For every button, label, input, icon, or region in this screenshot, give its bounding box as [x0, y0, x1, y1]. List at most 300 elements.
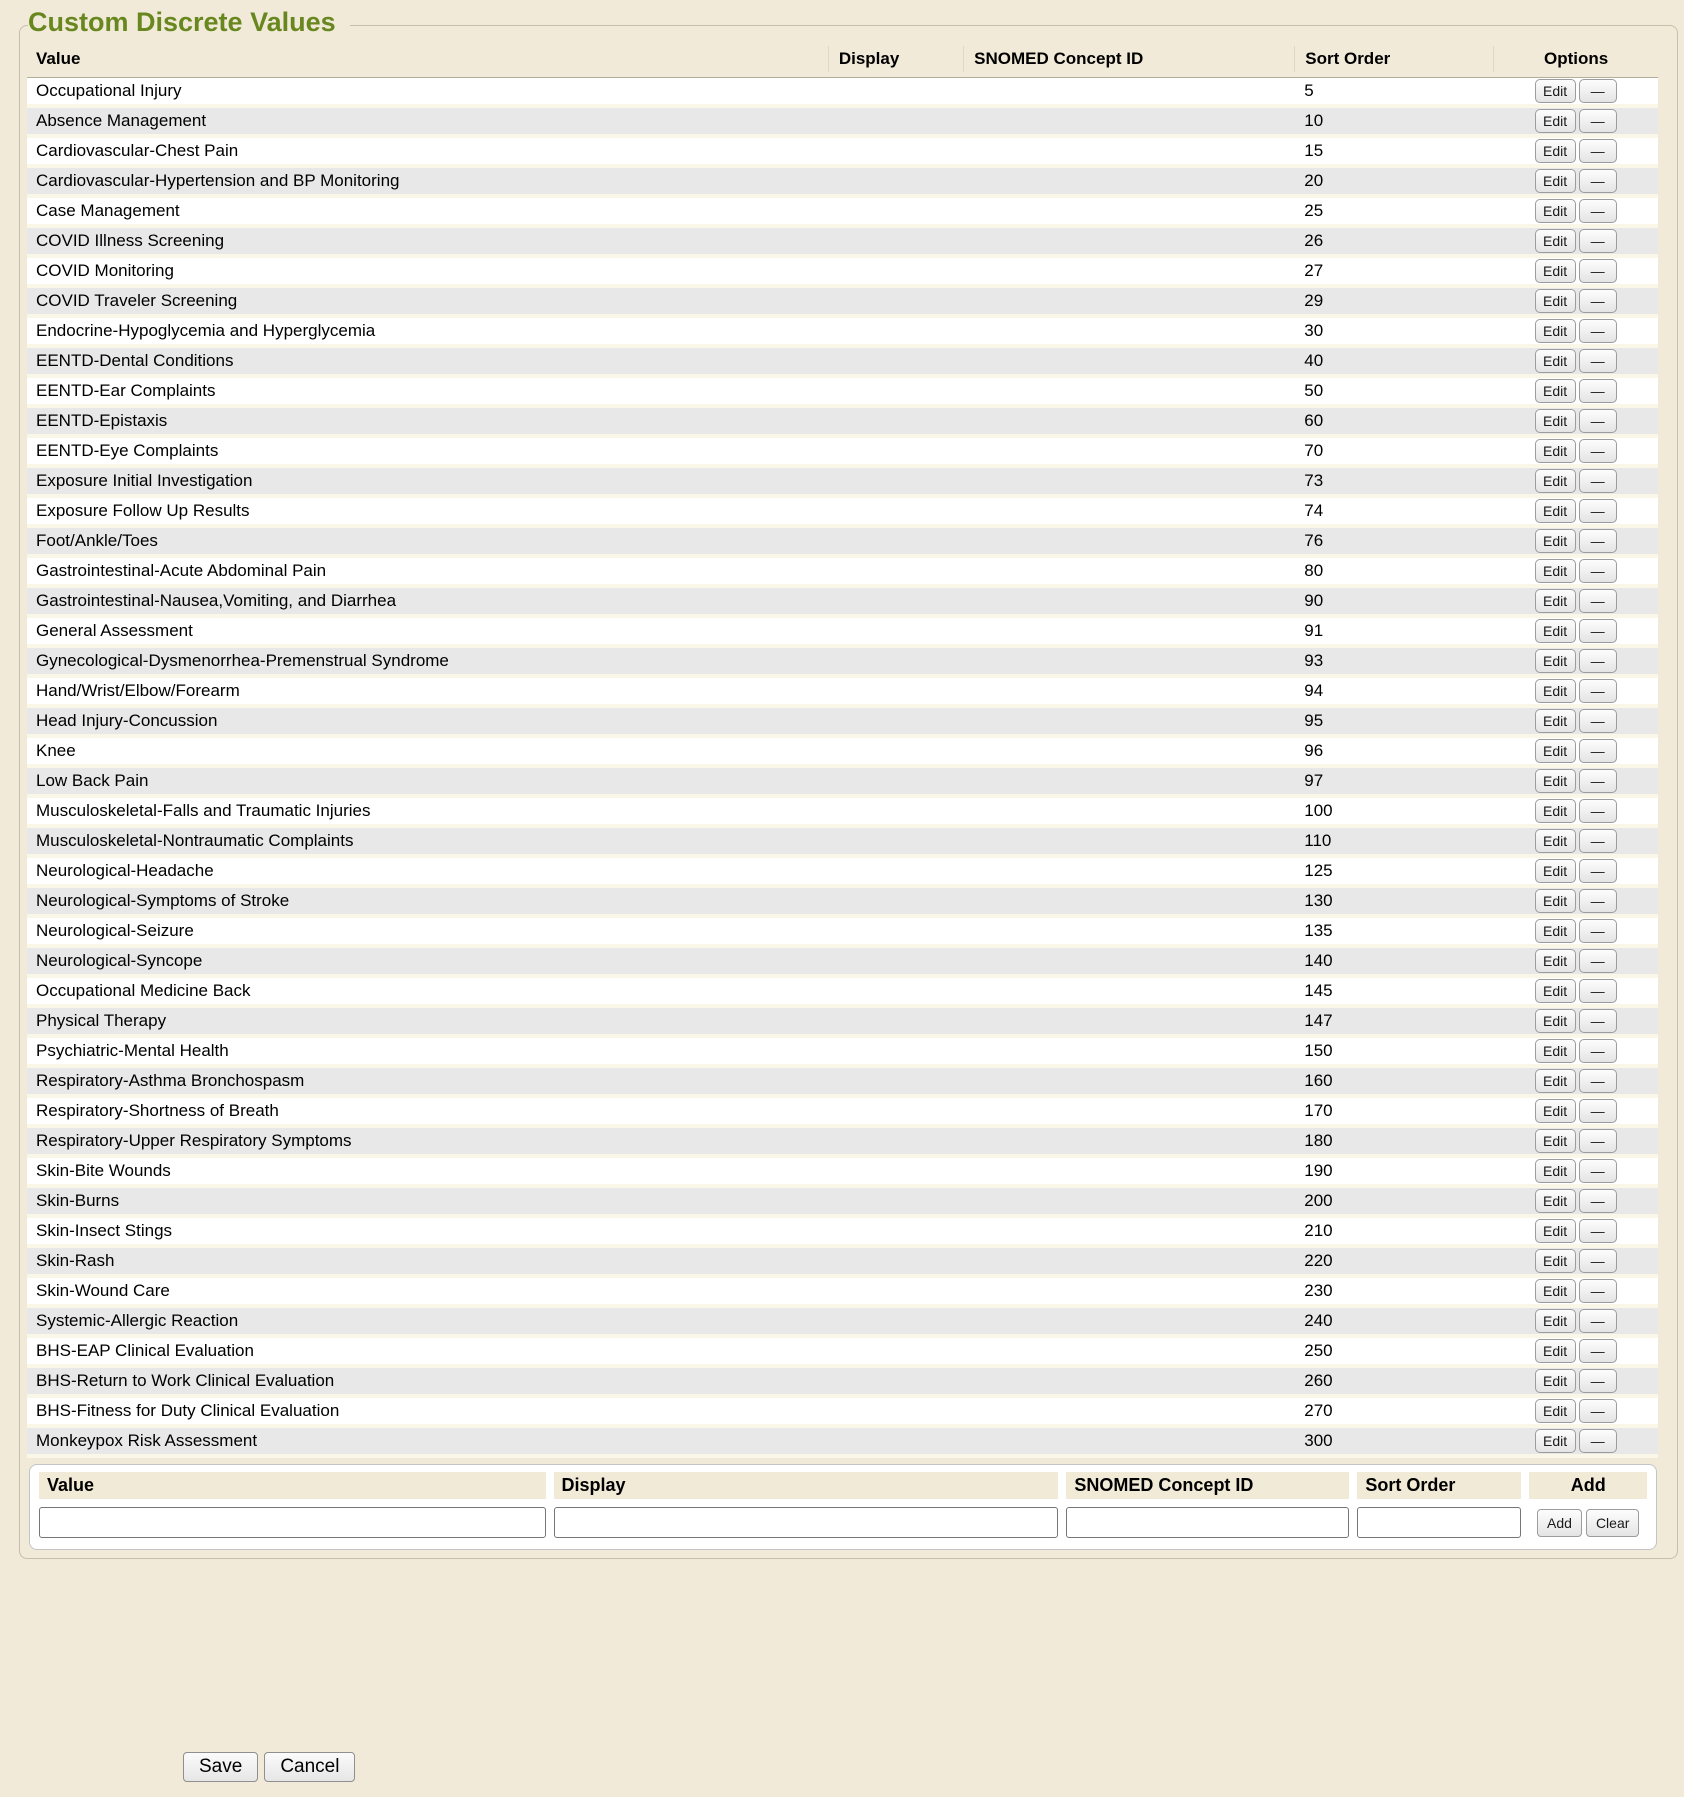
- remove-button[interactable]: —: [1579, 469, 1617, 493]
- table-row: [27, 1428, 1658, 1458]
- row-sort-order-cell: 27: [1304, 261, 1324, 280]
- table-row: [27, 1278, 1658, 1308]
- row-value-cell: Skin-Rash: [36, 1251, 115, 1270]
- table-row: [27, 1398, 1658, 1428]
- table-row: [27, 888, 1658, 918]
- row-value-cell: EENTD-Dental Conditions: [36, 351, 234, 370]
- remove-button[interactable]: —: [1579, 1099, 1617, 1123]
- row-value-cell: Occupational Medicine Back: [36, 981, 251, 1000]
- edit-button[interactable]: Edit: [1535, 319, 1576, 343]
- add-button[interactable]: Add: [1537, 1509, 1582, 1537]
- row-value-cell: Skin-Insect Stings: [36, 1221, 173, 1240]
- row-options-cell: [1493, 1188, 1658, 1214]
- remove-button[interactable]: —: [1579, 259, 1617, 283]
- row-sort-order-cell: 170: [1304, 1101, 1333, 1120]
- row-sort-order-cell: 91: [1304, 621, 1324, 640]
- row-sort-order-cell: 80: [1304, 561, 1324, 580]
- row-options-cell: [1493, 258, 1658, 284]
- table-row: [27, 1128, 1658, 1158]
- table-row: [27, 948, 1658, 978]
- table-row: [27, 798, 1658, 828]
- column-header-display: Display: [828, 46, 963, 72]
- row-value-cell: Neurological-Headache: [36, 861, 214, 880]
- row-sort-order-cell: 300: [1304, 1431, 1333, 1450]
- row-options-cell: [1493, 78, 1658, 104]
- table-row: [27, 1218, 1658, 1248]
- remove-button[interactable]: —: [1579, 1309, 1617, 1333]
- row-options-cell: [1493, 1218, 1658, 1244]
- edit-button[interactable]: Edit: [1535, 529, 1576, 553]
- row-value-cell: Neurological-Symptoms of Stroke: [36, 891, 290, 910]
- edit-button[interactable]: Edit: [1535, 1159, 1576, 1183]
- row-options-cell: [1493, 648, 1658, 674]
- edit-button[interactable]: Edit: [1535, 919, 1576, 943]
- remove-button[interactable]: —: [1579, 109, 1617, 133]
- row-sort-order-cell: 50: [1304, 381, 1324, 400]
- row-sort-order-cell: 240: [1304, 1311, 1333, 1330]
- row-value-cell: General Assessment: [36, 621, 193, 640]
- table-row: [27, 288, 1658, 318]
- edit-button[interactable]: Edit: [1535, 499, 1576, 523]
- table-body: [27, 78, 1658, 1458]
- row-options-cell: [1493, 108, 1658, 134]
- table-row: [27, 1368, 1658, 1398]
- row-value-cell: Respiratory-Shortness of Breath: [36, 1101, 279, 1120]
- row-sort-order-cell: 200: [1304, 1191, 1333, 1210]
- table-row: [27, 438, 1658, 468]
- table-row: [27, 108, 1658, 138]
- remove-button[interactable]: —: [1579, 1399, 1617, 1423]
- edit-button[interactable]: Edit: [1535, 1399, 1576, 1423]
- remove-button[interactable]: —: [1579, 439, 1617, 463]
- edit-button[interactable]: Edit: [1535, 619, 1576, 643]
- edit-button[interactable]: Edit: [1535, 769, 1576, 793]
- row-sort-order-cell: 40: [1304, 351, 1324, 370]
- row-options-cell: [1493, 768, 1658, 794]
- form-footer: [183, 1752, 355, 1782]
- table-row: [27, 168, 1658, 198]
- row-options-cell: [1493, 1368, 1658, 1394]
- row-options-cell: [1493, 978, 1658, 1004]
- row-sort-order-cell: 60: [1304, 411, 1324, 430]
- edit-button[interactable]: Edit: [1535, 109, 1576, 133]
- edit-button[interactable]: Edit: [1535, 169, 1576, 193]
- row-value-cell: EENTD-Eye Complaints: [36, 441, 219, 460]
- table-row: [27, 558, 1658, 588]
- edit-button[interactable]: Edit: [1535, 949, 1576, 973]
- remove-button[interactable]: —: [1579, 499, 1617, 523]
- row-value-cell: Occupational Injury: [36, 81, 182, 100]
- table-row: [27, 1038, 1658, 1068]
- row-sort-order-cell: 95: [1304, 711, 1324, 730]
- row-value-cell: Respiratory-Upper Respiratory Symptoms: [36, 1131, 352, 1150]
- table-row: [27, 468, 1658, 498]
- edit-button[interactable]: Edit: [1535, 589, 1576, 613]
- row-options-cell: [1493, 558, 1658, 584]
- row-options-cell: [1493, 168, 1658, 194]
- row-options-cell: [1493, 1008, 1658, 1034]
- row-options-cell: [1493, 1278, 1658, 1304]
- row-value-cell: Exposure Follow Up Results: [36, 501, 250, 520]
- remove-button[interactable]: —: [1579, 379, 1617, 403]
- row-value-cell: Low Back Pain: [36, 771, 149, 790]
- table-row: [27, 378, 1658, 408]
- table-row: [27, 348, 1658, 378]
- remove-button[interactable]: —: [1579, 859, 1617, 883]
- column-header-snomed-concept-id: SNOMED Concept ID: [963, 46, 1294, 72]
- row-sort-order-cell: 73: [1304, 471, 1324, 490]
- edit-button[interactable]: Edit: [1535, 1099, 1576, 1123]
- remove-button[interactable]: —: [1579, 919, 1617, 943]
- remove-button[interactable]: —: [1579, 409, 1617, 433]
- row-sort-order-cell: 90: [1304, 591, 1324, 610]
- row-options-cell: [1493, 618, 1658, 644]
- row-sort-order-cell: 110: [1304, 831, 1332, 850]
- row-options-cell: [1493, 828, 1658, 854]
- edit-button[interactable]: Edit: [1535, 1339, 1576, 1363]
- edit-button[interactable]: Edit: [1535, 1309, 1576, 1333]
- remove-button[interactable]: —: [1579, 1219, 1617, 1243]
- row-value-cell: Knee: [36, 741, 76, 760]
- row-sort-order-cell: 250: [1304, 1341, 1333, 1360]
- row-sort-order-cell: 180: [1304, 1131, 1333, 1150]
- add-form-actions: [1529, 1509, 1647, 1537]
- row-value-cell: Psychiatric-Mental Health: [36, 1041, 229, 1060]
- row-sort-order-cell: 230: [1304, 1281, 1333, 1300]
- row-value-cell: Exposure Initial Investigation: [36, 471, 253, 490]
- edit-button[interactable]: Edit: [1535, 559, 1576, 583]
- edit-button[interactable]: Edit: [1535, 739, 1576, 763]
- table-row: [27, 648, 1658, 678]
- edit-button[interactable]: Edit: [1535, 1279, 1576, 1303]
- edit-button[interactable]: Edit: [1535, 829, 1576, 853]
- edit-button[interactable]: Edit: [1535, 799, 1576, 823]
- row-value-cell: Skin-Bite Wounds: [36, 1161, 171, 1180]
- table-row: [27, 708, 1658, 738]
- remove-button[interactable]: —: [1579, 529, 1617, 553]
- value-input[interactable]: [39, 1507, 546, 1538]
- row-options-cell: [1493, 1308, 1658, 1334]
- row-sort-order-cell: 25: [1304, 201, 1324, 220]
- edit-button[interactable]: Edit: [1535, 649, 1576, 673]
- remove-button[interactable]: —: [1579, 79, 1617, 103]
- remove-button[interactable]: —: [1579, 139, 1617, 163]
- row-options-cell: [1493, 1068, 1658, 1094]
- remove-button[interactable]: —: [1579, 1189, 1617, 1213]
- row-options-cell: [1493, 678, 1658, 704]
- remove-button[interactable]: —: [1579, 349, 1617, 373]
- row-sort-order-cell: 140: [1304, 951, 1333, 970]
- edit-button[interactable]: Edit: [1535, 1189, 1576, 1213]
- row-options-cell: [1493, 798, 1658, 824]
- row-options-cell: [1493, 1098, 1658, 1124]
- table-row: [27, 1188, 1658, 1218]
- row-value-cell: Head Injury-Concussion: [36, 711, 218, 730]
- row-value-cell: Gastrointestinal-Nausea,Vomiting, and Diarrhea: [36, 591, 397, 610]
- row-value-cell: COVID Monitoring: [36, 261, 174, 280]
- row-sort-order-cell: 260: [1304, 1371, 1333, 1390]
- row-options-cell: [1493, 1428, 1658, 1454]
- row-value-cell: Systemic-Allergic Reaction: [36, 1311, 239, 1330]
- remove-button[interactable]: —: [1579, 589, 1617, 613]
- remove-button[interactable]: —: [1579, 1339, 1617, 1363]
- edit-button[interactable]: Edit: [1535, 679, 1576, 703]
- edit-button[interactable]: Edit: [1535, 259, 1576, 283]
- column-header-options: Options: [1493, 46, 1658, 72]
- row-sort-order-cell: 270: [1304, 1401, 1333, 1420]
- edit-button[interactable]: Edit: [1535, 379, 1576, 403]
- remove-button[interactable]: —: [1579, 289, 1617, 313]
- row-sort-order-cell: 190: [1304, 1161, 1333, 1180]
- row-sort-order-cell: 70: [1304, 441, 1324, 460]
- row-sort-order-cell: 76: [1304, 531, 1324, 550]
- remove-button[interactable]: —: [1579, 1279, 1617, 1303]
- edit-button[interactable]: Edit: [1535, 1369, 1576, 1393]
- remove-button[interactable]: —: [1579, 799, 1617, 823]
- remove-button[interactable]: —: [1579, 199, 1617, 223]
- remove-button[interactable]: —: [1579, 1159, 1617, 1183]
- row-value-cell: Foot/Ankle/Toes: [36, 531, 158, 550]
- snomed-concept-id-input[interactable]: [1066, 1507, 1349, 1538]
- row-sort-order-cell: 96: [1304, 741, 1324, 760]
- row-options-cell: [1493, 228, 1658, 254]
- row-options-cell: [1493, 1398, 1658, 1424]
- table-row: [27, 738, 1658, 768]
- row-options-cell: [1493, 1158, 1658, 1184]
- row-options-cell: [1493, 1128, 1658, 1154]
- add-form-header-add: Add: [1529, 1472, 1647, 1499]
- table-row: [27, 768, 1658, 798]
- row-options-cell: [1493, 858, 1658, 884]
- row-sort-order-cell: 30: [1304, 321, 1324, 340]
- table-row: [27, 318, 1658, 348]
- row-options-cell: [1493, 888, 1658, 914]
- row-options-cell: [1493, 138, 1658, 164]
- row-value-cell: Monkeypox Risk Assessment: [36, 1431, 258, 1450]
- remove-button[interactable]: —: [1579, 679, 1617, 703]
- row-sort-order-cell: 10: [1304, 111, 1324, 130]
- table-row: [27, 918, 1658, 948]
- row-options-cell: [1493, 498, 1658, 524]
- row-options-cell: [1493, 1338, 1658, 1364]
- row-sort-order-cell: 20: [1304, 171, 1324, 190]
- row-value-cell: BHS-EAP Clinical Evaluation: [36, 1341, 254, 1360]
- table-header-row: [27, 40, 1658, 78]
- row-value-cell: Skin-Wound Care: [36, 1281, 170, 1300]
- row-sort-order-cell: 26: [1304, 231, 1324, 250]
- row-value-cell: Musculoskeletal-Falls and Traumatic Injuries: [36, 801, 371, 820]
- column-header-value: Value: [36, 48, 81, 68]
- remove-button[interactable]: —: [1579, 649, 1617, 673]
- remove-button[interactable]: —: [1579, 1369, 1617, 1393]
- row-value-cell: EENTD-Ear Complaints: [36, 381, 216, 400]
- edit-button[interactable]: Edit: [1535, 229, 1576, 253]
- row-value-cell: Cardiovascular-Chest Pain: [36, 141, 239, 160]
- edit-button[interactable]: Edit: [1535, 1249, 1576, 1273]
- remove-button[interactable]: —: [1579, 1039, 1617, 1063]
- row-value-cell: Musculoskeletal-Nontraumatic Complaints: [36, 831, 354, 850]
- row-value-cell: Neurological-Seizure: [36, 921, 194, 940]
- table-row: [27, 228, 1658, 258]
- add-form-header-value: Value: [39, 1472, 546, 1499]
- remove-button[interactable]: —: [1579, 229, 1617, 253]
- table-row: [27, 198, 1658, 228]
- cancel-button[interactable]: Cancel: [264, 1752, 355, 1782]
- row-sort-order-cell: 135: [1304, 921, 1333, 940]
- row-options-cell: [1493, 348, 1658, 374]
- add-value-form: [29, 1464, 1657, 1550]
- table-row: [27, 678, 1658, 708]
- row-options-cell: [1493, 468, 1658, 494]
- remove-button[interactable]: —: [1579, 169, 1617, 193]
- remove-button[interactable]: —: [1579, 889, 1617, 913]
- row-value-cell: BHS-Return to Work Clinical Evaluation: [36, 1371, 335, 1390]
- remove-button[interactable]: —: [1579, 319, 1617, 343]
- edit-button[interactable]: Edit: [1535, 469, 1576, 493]
- edit-button[interactable]: Edit: [1535, 349, 1576, 373]
- row-sort-order-cell: 130: [1304, 891, 1333, 910]
- row-value-cell: COVID Traveler Screening: [36, 291, 238, 310]
- edit-button[interactable]: Edit: [1535, 1129, 1576, 1153]
- edit-button[interactable]: Edit: [1535, 1009, 1576, 1033]
- row-sort-order-cell: 220: [1304, 1251, 1333, 1270]
- table-row: [27, 528, 1658, 558]
- remove-button[interactable]: —: [1579, 1129, 1617, 1153]
- row-sort-order-cell: 93: [1304, 651, 1324, 670]
- remove-button[interactable]: —: [1579, 559, 1617, 583]
- edit-button[interactable]: Edit: [1535, 409, 1576, 433]
- row-options-cell: [1493, 288, 1658, 314]
- row-sort-order-cell: 100: [1304, 801, 1333, 820]
- row-options-cell: [1493, 708, 1658, 734]
- column-header-sort-order: Sort Order: [1294, 46, 1493, 72]
- remove-button[interactable]: —: [1579, 829, 1617, 853]
- edit-button[interactable]: Edit: [1535, 1429, 1576, 1453]
- row-options-cell: [1493, 918, 1658, 944]
- add-form-header-sort-order: Sort Order: [1357, 1472, 1521, 1499]
- edit-button[interactable]: Edit: [1535, 289, 1576, 313]
- table-row: [27, 498, 1658, 528]
- row-value-cell: Absence Management: [36, 111, 207, 130]
- table-row: [27, 1008, 1658, 1038]
- row-sort-order-cell: 74: [1304, 501, 1324, 520]
- table-row: [27, 1158, 1658, 1188]
- row-sort-order-cell: 94: [1304, 681, 1324, 700]
- remove-button[interactable]: —: [1579, 1009, 1617, 1033]
- edit-button[interactable]: Edit: [1535, 79, 1576, 103]
- custom-discrete-values-panel: [19, 7, 1678, 1559]
- add-form-header-snomed-concept-id: SNOMED Concept ID: [1066, 1472, 1349, 1499]
- row-value-cell: BHS-Fitness for Duty Clinical Evaluation: [36, 1401, 340, 1420]
- row-sort-order-cell: 147: [1304, 1011, 1333, 1030]
- table-row: [27, 618, 1658, 648]
- edit-button[interactable]: Edit: [1535, 139, 1576, 163]
- remove-button[interactable]: —: [1579, 1249, 1617, 1273]
- edit-button[interactable]: Edit: [1535, 1039, 1576, 1063]
- row-value-cell: Hand/Wrist/Elbow/Forearm: [36, 681, 240, 700]
- save-button[interactable]: Save: [183, 1752, 258, 1782]
- table-row: [27, 588, 1658, 618]
- row-sort-order-cell: 125: [1304, 861, 1333, 880]
- edit-button[interactable]: Edit: [1535, 439, 1576, 463]
- sort-order-input[interactable]: [1357, 1507, 1521, 1538]
- row-sort-order-cell: 150: [1304, 1041, 1333, 1060]
- row-value-cell: Neurological-Syncope: [36, 951, 203, 970]
- remove-button[interactable]: —: [1579, 619, 1617, 643]
- row-value-cell: Gastrointestinal-Acute Abdominal Pain: [36, 561, 327, 580]
- display-input[interactable]: [554, 1507, 1059, 1538]
- table-row: [27, 1248, 1658, 1278]
- row-value-cell: Cardiovascular-Hypertension and BP Monitoring: [36, 171, 400, 190]
- row-options-cell: [1493, 528, 1658, 554]
- row-options-cell: [1493, 438, 1658, 464]
- row-value-cell: Respiratory-Asthma Bronchospasm: [36, 1071, 305, 1090]
- remove-button[interactable]: —: [1579, 1429, 1617, 1453]
- table-row: [27, 978, 1658, 1008]
- row-sort-order-cell: 145: [1304, 981, 1333, 1000]
- row-options-cell: [1493, 378, 1658, 404]
- table-row: [27, 1098, 1658, 1128]
- edit-button[interactable]: Edit: [1535, 889, 1576, 913]
- table-row: [27, 828, 1658, 858]
- remove-button[interactable]: —: [1579, 1069, 1617, 1093]
- values-table: [27, 40, 1658, 1458]
- edit-button[interactable]: Edit: [1535, 709, 1576, 733]
- remove-button[interactable]: —: [1579, 769, 1617, 793]
- row-options-cell: [1493, 408, 1658, 434]
- table-row: [27, 408, 1658, 438]
- remove-button[interactable]: —: [1579, 739, 1617, 763]
- edit-button[interactable]: Edit: [1535, 199, 1576, 223]
- edit-button[interactable]: Edit: [1535, 859, 1576, 883]
- edit-button[interactable]: Edit: [1535, 979, 1576, 1003]
- row-sort-order-cell: 29: [1304, 291, 1324, 310]
- row-options-cell: [1493, 318, 1658, 344]
- remove-button[interactable]: —: [1579, 979, 1617, 1003]
- row-sort-order-cell: 160: [1304, 1071, 1333, 1090]
- row-sort-order-cell: 97: [1304, 771, 1324, 790]
- row-value-cell: Endocrine-Hypoglycemia and Hyperglycemia: [36, 321, 376, 340]
- row-options-cell: [1493, 588, 1658, 614]
- table-row: [27, 138, 1658, 168]
- row-sort-order-cell: 5: [1304, 81, 1314, 100]
- remove-button[interactable]: —: [1579, 949, 1617, 973]
- row-value-cell: Gynecological-Dysmenorrhea-Premenstrual Syndrome: [36, 651, 449, 670]
- page-title: Custom Discrete Values: [28, 5, 350, 39]
- row-options-cell: [1493, 1038, 1658, 1064]
- row-value-cell: COVID Illness Screening: [36, 231, 225, 250]
- table-row: [27, 858, 1658, 888]
- table-row: [27, 1308, 1658, 1338]
- edit-button[interactable]: Edit: [1535, 1219, 1576, 1243]
- row-value-cell: Physical Therapy: [36, 1011, 167, 1030]
- row-options-cell: [1493, 948, 1658, 974]
- table-row: [27, 258, 1658, 288]
- row-options-cell: [1493, 198, 1658, 224]
- row-value-cell: Case Management: [36, 201, 180, 220]
- clear-button[interactable]: Clear: [1586, 1509, 1639, 1537]
- add-form-header-display: Display: [554, 1472, 1059, 1499]
- row-value-cell: EENTD-Epistaxis: [36, 411, 168, 430]
- row-options-cell: [1493, 1248, 1658, 1274]
- row-sort-order-cell: 210: [1304, 1221, 1333, 1240]
- row-options-cell: [1493, 738, 1658, 764]
- row-sort-order-cell: 15: [1304, 141, 1324, 160]
- remove-button[interactable]: —: [1579, 709, 1617, 733]
- table-row: [27, 78, 1658, 108]
- row-value-cell: Skin-Burns: [36, 1191, 120, 1210]
- edit-button[interactable]: Edit: [1535, 1069, 1576, 1093]
